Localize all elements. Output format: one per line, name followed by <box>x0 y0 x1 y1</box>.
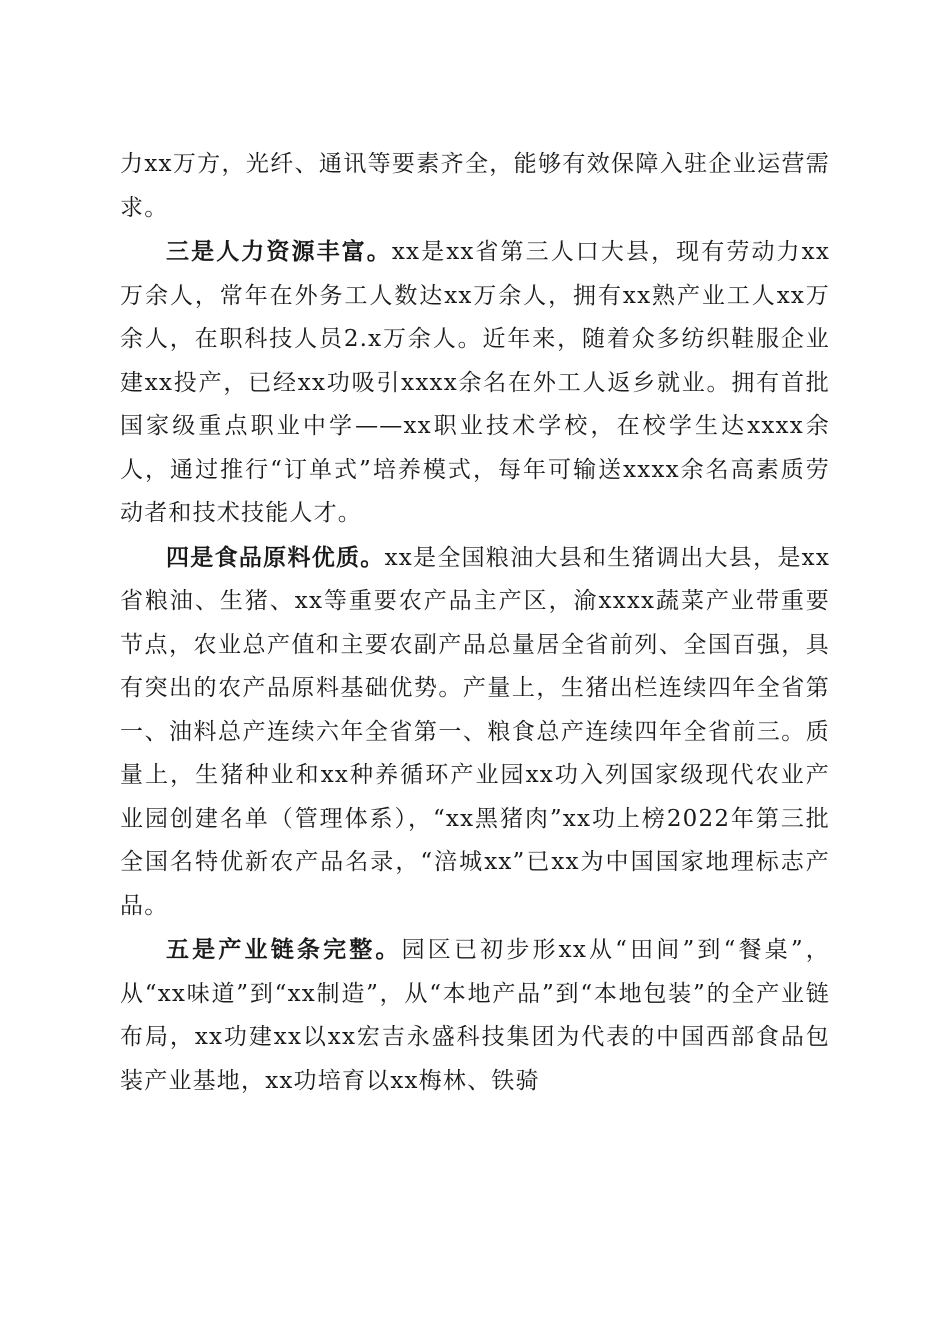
paragraph-industry-chain <box>120 928 830 1103</box>
paragraph-continuation <box>120 143 830 230</box>
paragraph-text: xx是xx省第三人口大县，现有劳动力xx万余人，常年在外务工人数达xx万余人，拥有xx熟产业工人xx万余人，在职科技人员2.x万余人。近年来，随着众多纺织鞋服企业建xx投产，已经xx功吸引xxxx余名在外工人返乡就业。拥有首批国家级重点职业中学——xx职业技术学校，在校学生达xxxx余人，通过推行“订单式”培养模式，每年可输送xxxx余名高素质劳动者和技术技能人才。 <box>120 239 830 526</box>
paragraph-lead: 五是产业链条完整。 <box>166 936 402 963</box>
paragraph-text: 园区已初步形xx从“田间”到“餐桌”，从“xx味道”到“xx制造”，从“本地产品”到“本地包装”的全产业链布局，xx功建xx以xx宏吉永盛科技集团为代表的中国西部食品包装产业基地，xx功培育以xx梅林、铁骑 <box>120 937 830 1094</box>
document-body <box>120 143 830 1103</box>
paragraph-food-materials <box>120 536 830 929</box>
paragraph-text: 力xx万方，光纤、通讯等要素齐全，能够有效保障入驻企业运营需求。 <box>120 151 830 221</box>
paragraph-lead: 三是人力资源丰富。 <box>166 238 392 265</box>
paragraph-text: xx是全国粮油大县和生猪调出大县，是xx省粮油、生猪、xx等重要农产品主产区，渝xxxx蔬菜产业带重要节点，农业总产值和主要农副产品总量居全省前列、全国百强，具有突出的农产品原料基础优势。产量上，生猪出栏连续四年全省第一、油料总产连续六年全省第一、粮食总产连续四年全省前三。质量上，生猪种业和xx种养循环产业园xx功入列国家级现代农业产业园创建名单（管理体系），“xx黑猪肉”xx功上榜2022年第三批全国名特优新农产品名录，“涪城xx”已xx为中国国家地理标志产品。 <box>120 544 830 919</box>
paragraph-human-resources <box>120 230 830 536</box>
paragraph-lead: 四是食品原料优质。 <box>166 543 385 571</box>
